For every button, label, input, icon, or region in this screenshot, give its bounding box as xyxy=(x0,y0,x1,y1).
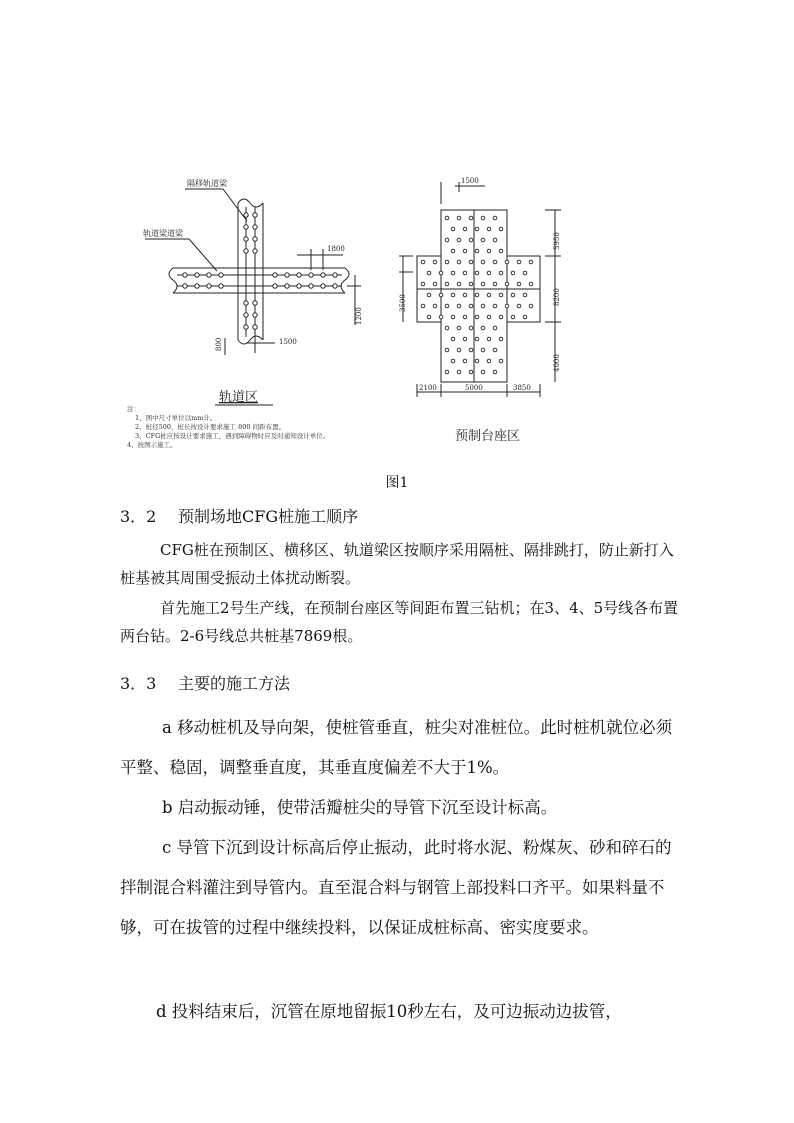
pile-dot xyxy=(493,260,497,264)
pile-dot xyxy=(499,271,503,275)
pile-dot xyxy=(493,370,497,374)
pile-dot xyxy=(499,359,503,363)
pile-dot xyxy=(445,216,449,220)
pile-dot xyxy=(457,238,461,242)
pile-dot xyxy=(493,348,497,352)
step-a: a 移动桩机及导向架，使桩管垂直，桩尖对准桩位。此时桩机就位必须平整、稳固，调整垂直度，其垂直度偏差不大于1%。 xyxy=(120,718,673,777)
pile-dot xyxy=(463,271,467,275)
pile-dot xyxy=(469,326,473,330)
pile-dot xyxy=(439,315,443,319)
pile-dot xyxy=(457,370,461,374)
pile-dot xyxy=(487,359,491,363)
pile-dot xyxy=(445,348,449,352)
pile-dot xyxy=(457,326,461,330)
pile-dot xyxy=(463,315,467,319)
pile-dot xyxy=(511,315,515,319)
pile-dot xyxy=(499,227,503,231)
note-line: 2、桩径500，桩长按设计要求施工 800 间距布置。 xyxy=(135,423,286,431)
note-line: 注： xyxy=(127,405,140,413)
section-number: 3．2 xyxy=(120,507,157,526)
pile-dot xyxy=(433,260,437,264)
pile-dot xyxy=(505,304,509,308)
pile-dot xyxy=(433,304,437,308)
step-b: b 启动振动锤，使带活瓣桩尖的导管下沉至设计标高。 xyxy=(162,798,558,817)
pile-dot xyxy=(475,271,479,275)
dim-1200: 1200 xyxy=(355,307,363,325)
dim-800: 800 xyxy=(215,337,223,351)
paragraph-order: CFG桩在预制区、横移区、轨道梁区按顺序采用隔桩、隔排跳打，防止新打入桩基被其周围受振动土体扰动断裂。 xyxy=(120,541,674,587)
pile-dot xyxy=(487,315,491,319)
pile-dot xyxy=(463,337,467,341)
pile-dot xyxy=(451,249,455,253)
pile-dot xyxy=(523,271,527,275)
pile-dot xyxy=(493,216,497,220)
pile-dot xyxy=(529,282,533,286)
step-c: c 导管下沉到设计标高后停止振动，此时将水泥、粉煤灰、砂和碎石的拌制混合料灌注到导管内。直至混合料与钢管上部投料口齐平。如果料量不够，可在拔管的过程中继续投料，以保证成桩标高、密实度要求。 xyxy=(120,838,672,937)
pile-dot xyxy=(487,293,491,297)
pile-dot xyxy=(451,293,455,297)
pile-dot xyxy=(529,304,533,308)
figure-track-zone xyxy=(125,175,375,465)
pile-dot xyxy=(445,370,449,374)
dim-bottom-3: 3850 xyxy=(513,384,531,392)
pile-dot xyxy=(421,304,425,308)
dim-bottom-2: 5000 xyxy=(465,384,483,392)
pile-dot xyxy=(499,249,503,253)
label-top: 隔移轨道梁 xyxy=(187,179,227,188)
pile-dot xyxy=(457,282,461,286)
dim-bottom-1: 2100 xyxy=(419,384,437,392)
pile-dot xyxy=(481,216,485,220)
paragraph-rigs: 首先施工2号生产线，在预制台座区等间距布置三钻机；在3、4、5号线各布置两台钻。2-6号线总共桩基7869根。 xyxy=(120,599,679,645)
pile-dot xyxy=(511,293,515,297)
pile-dot xyxy=(439,271,443,275)
dim-1500: 1500 xyxy=(279,338,297,346)
pile-dot xyxy=(481,370,485,374)
pile-dot xyxy=(469,348,473,352)
pile-dot xyxy=(475,227,479,231)
dim-right-1: 5950 xyxy=(553,232,561,250)
pile-dot xyxy=(523,315,527,319)
dim-1800: 1800 xyxy=(327,245,345,253)
pile-dot xyxy=(445,304,449,308)
pile-dot xyxy=(451,271,455,275)
pile-dot xyxy=(427,293,431,297)
step-d: d 投料结束后，沉管在原地留振10秒左右，及可边振动边拔管， xyxy=(156,1002,622,1021)
pile-dot xyxy=(475,293,479,297)
pile-dot xyxy=(517,304,521,308)
dim-top: 1500 xyxy=(461,177,479,185)
dim-left: 3500 xyxy=(399,294,407,312)
pile-dot xyxy=(469,260,473,264)
pile-dot xyxy=(493,326,497,330)
pile-dot xyxy=(451,337,455,341)
pile-dot xyxy=(469,304,473,308)
pile-dot xyxy=(481,238,485,242)
pile-dot xyxy=(463,293,467,297)
pile-dot xyxy=(457,348,461,352)
pile-dot xyxy=(469,370,473,374)
pile-dot xyxy=(445,238,449,242)
pile-dot xyxy=(445,326,449,330)
note-line: 3、CFG桩应按设计要求施工，遇到障碍物时应及时通知设计单位。 xyxy=(135,432,330,440)
pile-dot xyxy=(463,249,467,253)
track-zone-subtitle: 轨道区 xyxy=(219,390,259,405)
pile-dot xyxy=(451,315,455,319)
section-title: 预制场地CFG桩施工顺序 xyxy=(178,507,359,526)
pile-dot xyxy=(481,282,485,286)
pile-dot xyxy=(421,282,425,286)
pile-dot xyxy=(433,282,437,286)
pile-dot xyxy=(517,260,521,264)
pile-dot xyxy=(493,304,497,308)
pile-dot xyxy=(469,282,473,286)
pile-dot xyxy=(469,216,473,220)
label-mid: 轨道梁道梁 xyxy=(143,229,183,238)
pile-dot xyxy=(493,282,497,286)
note-line: 4、按图示施工。 xyxy=(127,441,177,449)
pile-dot xyxy=(457,216,461,220)
pile-dot xyxy=(505,260,509,264)
pile-dot xyxy=(457,260,461,264)
figure-caption: 图1 xyxy=(385,475,409,491)
pile-dot xyxy=(457,304,461,308)
pile-dot xyxy=(481,326,485,330)
section-number: 3．3 xyxy=(120,674,157,693)
pile-dot xyxy=(439,293,443,297)
pile-dot xyxy=(487,337,491,341)
pile-dot xyxy=(487,249,491,253)
pile-dot xyxy=(445,282,449,286)
pile-dot xyxy=(475,359,479,363)
pile-dot xyxy=(481,304,485,308)
note-line: 1、图中尺寸单位以mm计。 xyxy=(135,414,217,422)
pile-dot xyxy=(475,249,479,253)
dim-right-3: 4000 xyxy=(553,354,561,372)
pile-dot xyxy=(463,359,467,363)
pile-dot xyxy=(511,271,515,275)
pile-dot xyxy=(427,315,431,319)
pile-dot xyxy=(421,260,425,264)
pile-dot xyxy=(475,315,479,319)
section-heading-3-3 xyxy=(120,671,290,694)
pile-dot xyxy=(529,260,533,264)
figure-precast-zone xyxy=(395,172,575,457)
section-heading-3-2 xyxy=(120,504,358,527)
pile-dot xyxy=(499,337,503,341)
pile-dot xyxy=(499,293,503,297)
pile-dot xyxy=(463,227,467,231)
pile-dot xyxy=(469,238,473,242)
pile-dot xyxy=(427,271,431,275)
pile-dot xyxy=(445,260,449,264)
pile-dot xyxy=(481,260,485,264)
pile-dot xyxy=(523,293,527,297)
pile-dot xyxy=(451,227,455,231)
pile-dot xyxy=(505,282,509,286)
precast-zone-subtitle: 预制台座区 xyxy=(455,429,521,444)
dim-right-2: 8200 xyxy=(553,288,561,306)
pile-dot xyxy=(475,337,479,341)
section-title: 主要的施工方法 xyxy=(178,674,291,693)
pile-dot xyxy=(493,238,497,242)
pile-dot xyxy=(499,315,503,319)
pile-dot xyxy=(481,348,485,352)
pile-dot xyxy=(487,227,491,231)
pile-dot xyxy=(487,271,491,275)
pile-dot xyxy=(451,359,455,363)
pile-dot xyxy=(517,282,521,286)
